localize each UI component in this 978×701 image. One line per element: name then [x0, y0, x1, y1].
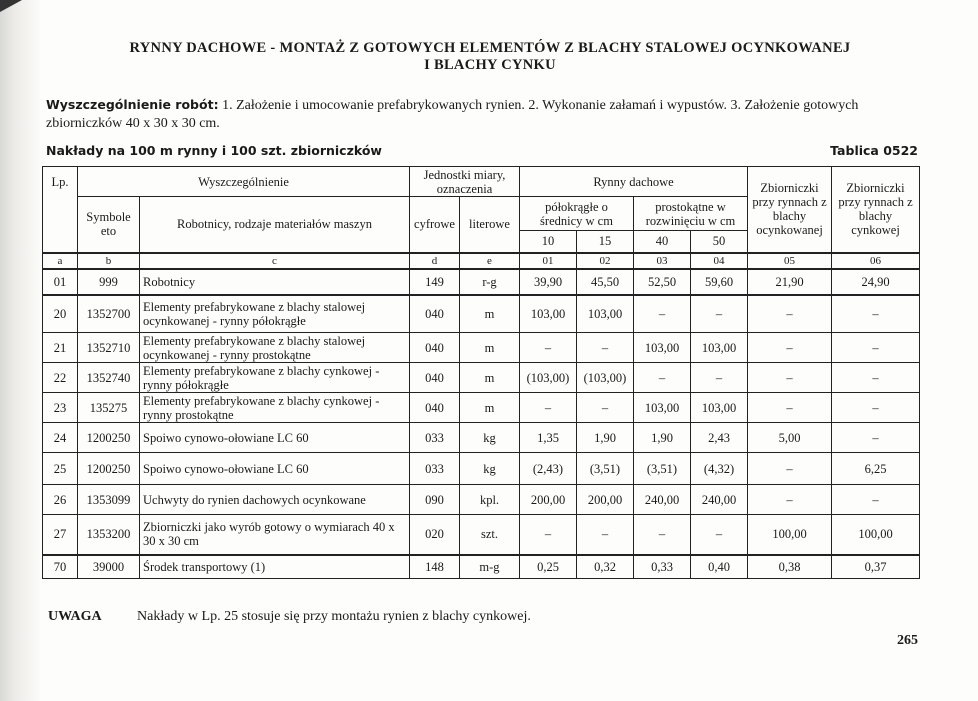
- row-lp: 24: [43, 423, 78, 453]
- row-lp: 20: [43, 295, 78, 333]
- header-lp: Lp.: [43, 167, 78, 197]
- row-lp: 26: [43, 485, 78, 515]
- row-description: Elementy prefabrykowane z blachy stalowej ocynkowanej - rynny prostokątne: [140, 333, 410, 363]
- row-lp: 23: [43, 393, 78, 423]
- column-letter: 03: [634, 253, 691, 269]
- header-literowe: literowe: [460, 197, 520, 253]
- row-unit: m: [460, 333, 520, 363]
- row-value: 24,90: [832, 269, 920, 295]
- row-symbol: 999: [78, 269, 140, 295]
- header-symbole: Symbole eto: [78, 197, 140, 253]
- page-number: 265: [897, 633, 918, 648]
- row-value: –: [832, 295, 920, 333]
- row-value: 0,37: [832, 555, 920, 579]
- row-description: Elementy prefabrykowane z blachy cynkowej - rynny półokrągłe: [140, 363, 410, 393]
- title-line-2: I BLACHY CYNKU: [424, 57, 556, 73]
- row-value: 200,00: [520, 485, 577, 515]
- header-zb-ocynk: Zbiorniczki przy rynnach z blachy ocynkowanej: [748, 167, 832, 253]
- column-letter: c: [140, 253, 410, 269]
- row-value: 103,00: [634, 393, 691, 423]
- row-value: –: [748, 485, 832, 515]
- row-lp: 27: [43, 515, 78, 555]
- works-label: Wyszczególnienie robót:: [46, 97, 219, 112]
- norms-title: Nakłady na 100 m rynny i 100 szt. zbiorniczków: [46, 143, 382, 158]
- header-rynny: Rynny dachowe: [520, 167, 748, 197]
- row-value: 103,00: [520, 295, 577, 333]
- row-description: Zbiorniczki jako wyrób gotowy o wymiarach 40 x 30 x 30 cm: [140, 515, 410, 555]
- table-row-workers: [43, 269, 920, 295]
- row-symbol: 1200250: [78, 423, 140, 453]
- row-symbol: 1352710: [78, 333, 140, 363]
- row-description: Spoiwo cynowo-ołowiane LC 60: [140, 423, 410, 453]
- row-unit-code: 040: [410, 333, 460, 363]
- row-unit: kpl.: [460, 485, 520, 515]
- note-label: UWAGA: [48, 609, 102, 624]
- row-value: (2,43): [520, 453, 577, 485]
- row-value: –: [832, 333, 920, 363]
- row-description: Uchwyty do rynien dachowych ocynkowane: [140, 485, 410, 515]
- row-value: –: [520, 393, 577, 423]
- header-robotnicy: Robotnicy, rodzaje materiałów maszyn: [140, 197, 410, 253]
- works-text: 1. Założenie i umocowanie prefabrykowanych rynien. 2. Wykonanie załamań i wypustów. 3. Założenie gotowych zbiorniczków 40 x 30 x 30 cm.: [46, 98, 859, 131]
- table-number: Tablica 0522: [830, 143, 918, 158]
- row-value: (3,51): [577, 453, 634, 485]
- table-row: [43, 295, 920, 333]
- column-letter: e: [460, 253, 520, 269]
- row-unit: kg: [460, 453, 520, 485]
- page-edge-shadow: [0, 0, 40, 701]
- row-value: 100,00: [832, 515, 920, 555]
- row-symbol: 1352700: [78, 295, 140, 333]
- table-row: [43, 485, 920, 515]
- row-value: 0,25: [520, 555, 577, 579]
- row-value: –: [577, 333, 634, 363]
- row-value: 59,60: [691, 269, 748, 295]
- row-value: –: [691, 515, 748, 555]
- row-value: (3,51): [634, 453, 691, 485]
- row-value: 100,00: [748, 515, 832, 555]
- row-unit-code: 020: [410, 515, 460, 555]
- table-row: [43, 393, 920, 423]
- row-unit-code: 033: [410, 423, 460, 453]
- row-symbol: 39000: [78, 555, 140, 579]
- row-description: Środek transportowy (1): [140, 555, 410, 579]
- row-value: –: [577, 393, 634, 423]
- row-symbol: 1200250: [78, 453, 140, 485]
- table-row: [43, 515, 920, 555]
- row-lp: 25: [43, 453, 78, 485]
- norms-table: [42, 166, 920, 579]
- row-value: (103,00): [577, 363, 634, 393]
- row-lp: 22: [43, 363, 78, 393]
- row-unit-code: 148: [410, 555, 460, 579]
- row-value: 39,90: [520, 269, 577, 295]
- header-d50: 50: [691, 231, 748, 253]
- row-description: Spoiwo cynowo-ołowiane LC 60: [140, 453, 410, 485]
- header-d10: 10: [520, 231, 577, 253]
- row-lp: 21: [43, 333, 78, 363]
- row-value: –: [520, 333, 577, 363]
- row-value: 1,90: [577, 423, 634, 453]
- header-d40: 40: [634, 231, 691, 253]
- row-value: 240,00: [634, 485, 691, 515]
- row-unit-code: 149: [410, 269, 460, 295]
- row-unit: szt.: [460, 515, 520, 555]
- header-d15: 15: [577, 231, 634, 253]
- row-value: 0,32: [577, 555, 634, 579]
- row-value: 6,25: [832, 453, 920, 485]
- row-unit: m: [460, 393, 520, 423]
- row-value: 0,40: [691, 555, 748, 579]
- table-row: [43, 423, 920, 453]
- works-description: [46, 96, 926, 133]
- row-value: –: [691, 295, 748, 333]
- row-value: 21,90: [748, 269, 832, 295]
- row-value: 103,00: [691, 333, 748, 363]
- column-letter: 02: [577, 253, 634, 269]
- row-value: 52,50: [634, 269, 691, 295]
- column-letter: d: [410, 253, 460, 269]
- row-value: 2,43: [691, 423, 748, 453]
- row-value: 240,00: [691, 485, 748, 515]
- row-symbol: 1353099: [78, 485, 140, 515]
- column-letter: 04: [691, 253, 748, 269]
- header-zb-cynk: Zbiorniczki przy rynnach z blachy cynkowej: [832, 167, 920, 253]
- row-value: –: [832, 363, 920, 393]
- header-jednostki: Jednostki miary, oznaczenia: [410, 167, 520, 197]
- table-row: [43, 453, 920, 485]
- row-unit: m-g: [460, 555, 520, 579]
- row-value: 45,50: [577, 269, 634, 295]
- row-description: Robotnicy: [140, 269, 410, 295]
- header-cyfrowe: cyfrowe: [410, 197, 460, 253]
- row-value: –: [691, 363, 748, 393]
- row-description: Elementy prefabrykowane z blachy cynkowej - rynny prostokątne: [140, 393, 410, 423]
- title-line-1: RYNNY DACHOWE - MONTAŻ Z GOTOWYCH ELEMENTÓW Z BLACHY STALOWEJ OCYNKOWANEJ: [129, 40, 851, 56]
- column-letter: b: [78, 253, 140, 269]
- header-polokragle: półokrągłe o średnicy w cm: [520, 197, 634, 231]
- table-row: [43, 363, 920, 393]
- row-value: –: [748, 453, 832, 485]
- row-value: 103,00: [691, 393, 748, 423]
- row-value: 103,00: [577, 295, 634, 333]
- row-symbol: 135275: [78, 393, 140, 423]
- header-wyszczegolnienie: Wyszczególnienie: [78, 167, 410, 197]
- row-lp: 01: [43, 269, 78, 295]
- row-value: 1,90: [634, 423, 691, 453]
- header-lp-cont: [43, 197, 78, 253]
- row-unit-code: 033: [410, 453, 460, 485]
- row-unit: kg: [460, 423, 520, 453]
- row-description: Elementy prefabrykowane z blachy stalowej ocynkowanej - rynny półokrągłe: [140, 295, 410, 333]
- table-row-transport: [43, 555, 920, 579]
- row-value: –: [832, 485, 920, 515]
- row-value: (4,32): [691, 453, 748, 485]
- row-value: –: [748, 393, 832, 423]
- row-unit: m: [460, 295, 520, 333]
- row-value: –: [577, 515, 634, 555]
- row-value: –: [634, 515, 691, 555]
- row-symbol: 1352740: [78, 363, 140, 393]
- row-unit: r-g: [460, 269, 520, 295]
- row-value: –: [832, 423, 920, 453]
- row-value: 0,38: [748, 555, 832, 579]
- row-value: –: [634, 295, 691, 333]
- page-title: [40, 40, 940, 74]
- row-unit-code: 040: [410, 393, 460, 423]
- column-letter: 01: [520, 253, 577, 269]
- column-letters-row: [43, 253, 920, 269]
- row-value: 0,33: [634, 555, 691, 579]
- row-value: (103,00): [520, 363, 577, 393]
- row-value: –: [748, 333, 832, 363]
- row-value: 1,35: [520, 423, 577, 453]
- corner-mark: [0, 0, 22, 12]
- row-unit-code: 040: [410, 363, 460, 393]
- column-letter: 05: [748, 253, 832, 269]
- row-symbol: 1353200: [78, 515, 140, 555]
- row-unit: m: [460, 363, 520, 393]
- row-unit-code: 090: [410, 485, 460, 515]
- row-value: –: [748, 363, 832, 393]
- row-value: 5,00: [748, 423, 832, 453]
- row-unit-code: 040: [410, 295, 460, 333]
- table-row: [43, 333, 920, 363]
- column-letter: 06: [832, 253, 920, 269]
- note-text: Nakłady w Lp. 25 stosuje się przy montażu rynien z blachy cynkowej.: [137, 609, 531, 624]
- row-value: –: [748, 295, 832, 333]
- row-value: –: [634, 363, 691, 393]
- column-letter: a: [43, 253, 78, 269]
- row-value: 103,00: [634, 333, 691, 363]
- row-value: –: [832, 393, 920, 423]
- row-lp: 70: [43, 555, 78, 579]
- row-value: –: [520, 515, 577, 555]
- header-prostokatne: prostokątne w rozwinięciu w cm: [634, 197, 748, 231]
- row-value: 200,00: [577, 485, 634, 515]
